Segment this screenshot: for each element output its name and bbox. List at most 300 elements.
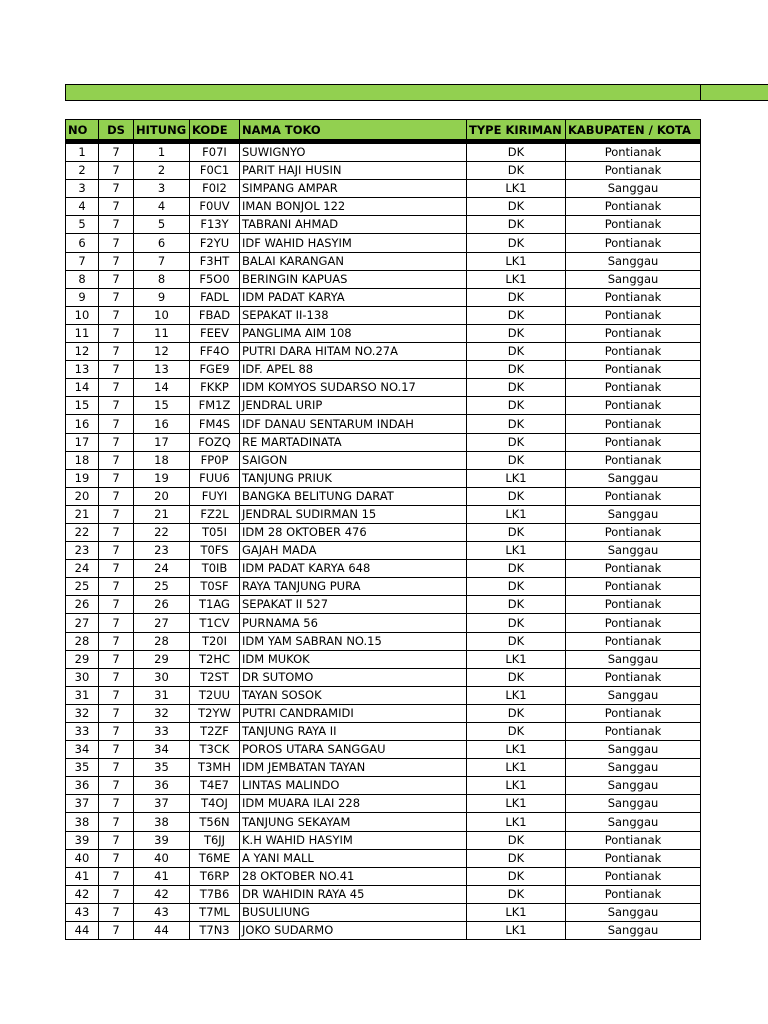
cell-hitung[interactable]: 30: [134, 668, 190, 686]
cell-no[interactable]: 24: [66, 560, 99, 578]
cell-kabupaten-kota[interactable]: Sanggau: [566, 741, 701, 759]
cell-kode[interactable]: T2HC: [190, 650, 240, 668]
cell-kabupaten-kota[interactable]: Pontianak: [566, 361, 701, 379]
cell-kabupaten-kota[interactable]: Pontianak: [566, 451, 701, 469]
cell-kabupaten-kota[interactable]: Pontianak: [566, 849, 701, 867]
cell-nama-toko[interactable]: GAJAH MADA: [240, 542, 467, 560]
cell-no[interactable]: 9: [66, 288, 99, 306]
cell-no[interactable]: 37: [66, 795, 99, 813]
cell-nama-toko[interactable]: RAYA TANJUNG PURA: [240, 578, 467, 596]
cell-nama-toko[interactable]: BANGKA BELITUNG DARAT: [240, 487, 467, 505]
cell-kode[interactable]: T7N3: [190, 922, 240, 940]
cell-kode[interactable]: FADL: [190, 288, 240, 306]
cell-ds[interactable]: 7: [99, 903, 134, 921]
cell-hitung[interactable]: 12: [134, 343, 190, 361]
cell-kabupaten-kota[interactable]: Pontianak: [566, 234, 701, 252]
cell-kabupaten-kota[interactable]: Pontianak: [566, 632, 701, 650]
cell-no[interactable]: 39: [66, 831, 99, 849]
cell-kode[interactable]: FM1Z: [190, 397, 240, 415]
cell-kabupaten-kota[interactable]: Pontianak: [566, 216, 701, 234]
cell-kabupaten-kota[interactable]: Sanggau: [566, 795, 701, 813]
col-header-no[interactable]: NO: [66, 120, 99, 142]
cell-nama-toko[interactable]: TANJUNG PRIUK: [240, 469, 467, 487]
cell-kode[interactable]: T2ZF: [190, 723, 240, 741]
cell-type-kiriman[interactable]: LK1: [467, 795, 566, 813]
cell-ds[interactable]: 7: [99, 777, 134, 795]
cell-nama-toko[interactable]: TANJUNG SEKAYAM: [240, 813, 467, 831]
cell-no[interactable]: 17: [66, 433, 99, 451]
cell-no[interactable]: 23: [66, 542, 99, 560]
cell-nama-toko[interactable]: BALAI KARANGAN: [240, 252, 467, 270]
cell-ds[interactable]: 7: [99, 415, 134, 433]
cell-kode[interactable]: T2YW: [190, 704, 240, 722]
cell-type-kiriman[interactable]: DK: [467, 578, 566, 596]
cell-nama-toko[interactable]: IDM MUARA ILAI 228: [240, 795, 467, 813]
cell-ds[interactable]: 7: [99, 650, 134, 668]
cell-hitung[interactable]: 26: [134, 596, 190, 614]
cell-nama-toko[interactable]: 28 OKTOBER NO.41: [240, 867, 467, 885]
cell-hitung[interactable]: 8: [134, 270, 190, 288]
cell-ds[interactable]: 7: [99, 831, 134, 849]
cell-type-kiriman[interactable]: LK1: [467, 180, 566, 198]
cell-hitung[interactable]: 31: [134, 686, 190, 704]
cell-type-kiriman[interactable]: LK1: [467, 813, 566, 831]
cell-nama-toko[interactable]: A YANI MALL: [240, 849, 467, 867]
cell-ds[interactable]: 7: [99, 741, 134, 759]
cell-kode[interactable]: FGE9: [190, 361, 240, 379]
cell-kabupaten-kota[interactable]: Sanggau: [566, 686, 701, 704]
cell-kabupaten-kota[interactable]: Sanggau: [566, 180, 701, 198]
cell-type-kiriman[interactable]: DK: [467, 668, 566, 686]
cell-ds[interactable]: 7: [99, 704, 134, 722]
cell-nama-toko[interactable]: DR SUTOMO: [240, 668, 467, 686]
col-header-ds[interactable]: DS: [99, 120, 134, 142]
cell-type-kiriman[interactable]: DK: [467, 324, 566, 342]
cell-kode[interactable]: FOZQ: [190, 433, 240, 451]
cell-ds[interactable]: 7: [99, 469, 134, 487]
cell-ds[interactable]: 7: [99, 614, 134, 632]
cell-hitung[interactable]: 44: [134, 922, 190, 940]
cell-no[interactable]: 34: [66, 741, 99, 759]
cell-nama-toko[interactable]: SIMPANG AMPAR: [240, 180, 467, 198]
cell-kode[interactable]: T6JJ: [190, 831, 240, 849]
cell-kabupaten-kota[interactable]: Pontianak: [566, 578, 701, 596]
cell-no[interactable]: 19: [66, 469, 99, 487]
cell-type-kiriman[interactable]: DK: [467, 379, 566, 397]
cell-hitung[interactable]: 19: [134, 469, 190, 487]
cell-type-kiriman[interactable]: LK1: [467, 686, 566, 704]
cell-type-kiriman[interactable]: DK: [467, 343, 566, 361]
cell-type-kiriman[interactable]: LK1: [467, 270, 566, 288]
cell-type-kiriman[interactable]: DK: [467, 433, 566, 451]
cell-hitung[interactable]: 21: [134, 505, 190, 523]
cell-kabupaten-kota[interactable]: Pontianak: [566, 142, 701, 162]
cell-no[interactable]: 16: [66, 415, 99, 433]
cell-kabupaten-kota[interactable]: Pontianak: [566, 433, 701, 451]
cell-kode[interactable]: F07I: [190, 142, 240, 162]
cell-nama-toko[interactable]: IDM JEMBATAN TAYAN: [240, 759, 467, 777]
cell-ds[interactable]: 7: [99, 632, 134, 650]
cell-nama-toko[interactable]: IDF WAHID HASYIM: [240, 234, 467, 252]
cell-hitung[interactable]: 24: [134, 560, 190, 578]
cell-hitung[interactable]: 20: [134, 487, 190, 505]
cell-no[interactable]: 1: [66, 142, 99, 162]
cell-kabupaten-kota[interactable]: Pontianak: [566, 198, 701, 216]
cell-kabupaten-kota[interactable]: Pontianak: [566, 343, 701, 361]
cell-no[interactable]: 12: [66, 343, 99, 361]
cell-no[interactable]: 38: [66, 813, 99, 831]
cell-hitung[interactable]: 42: [134, 885, 190, 903]
cell-type-kiriman[interactable]: DK: [467, 560, 566, 578]
cell-kode[interactable]: FZ2L: [190, 505, 240, 523]
cell-ds[interactable]: 7: [99, 234, 134, 252]
cell-kode[interactable]: FF4O: [190, 343, 240, 361]
cell-nama-toko[interactable]: PUTRI DARA HITAM NO.27A: [240, 343, 467, 361]
cell-kode[interactable]: F0C1: [190, 162, 240, 180]
cell-ds[interactable]: 7: [99, 343, 134, 361]
cell-hitung[interactable]: 37: [134, 795, 190, 813]
cell-ds[interactable]: 7: [99, 142, 134, 162]
cell-kode[interactable]: FUYI: [190, 487, 240, 505]
cell-kode[interactable]: T6ME: [190, 849, 240, 867]
cell-ds[interactable]: 7: [99, 596, 134, 614]
cell-type-kiriman[interactable]: LK1: [467, 542, 566, 560]
cell-nama-toko[interactable]: DR WAHIDIN RAYA 45: [240, 885, 467, 903]
cell-nama-toko[interactable]: PURNAMA 56: [240, 614, 467, 632]
cell-type-kiriman[interactable]: LK1: [467, 777, 566, 795]
cell-kabupaten-kota[interactable]: Pontianak: [566, 723, 701, 741]
cell-type-kiriman[interactable]: DK: [467, 415, 566, 433]
cell-hitung[interactable]: 32: [134, 704, 190, 722]
cell-type-kiriman[interactable]: LK1: [467, 759, 566, 777]
cell-nama-toko[interactable]: TANJUNG RAYA II: [240, 723, 467, 741]
cell-kabupaten-kota[interactable]: Pontianak: [566, 867, 701, 885]
cell-kabupaten-kota[interactable]: Pontianak: [566, 668, 701, 686]
cell-nama-toko[interactable]: JENDRAL SUDIRMAN 15: [240, 505, 467, 523]
cell-type-kiriman[interactable]: DK: [467, 723, 566, 741]
cell-hitung[interactable]: 43: [134, 903, 190, 921]
cell-ds[interactable]: 7: [99, 270, 134, 288]
cell-kode[interactable]: T56N: [190, 813, 240, 831]
cell-no[interactable]: 42: [66, 885, 99, 903]
cell-type-kiriman[interactable]: LK1: [467, 469, 566, 487]
cell-ds[interactable]: 7: [99, 451, 134, 469]
cell-no[interactable]: 26: [66, 596, 99, 614]
cell-hitung[interactable]: 16: [134, 415, 190, 433]
cell-no[interactable]: 6: [66, 234, 99, 252]
cell-ds[interactable]: 7: [99, 885, 134, 903]
cell-kode[interactable]: FKKP: [190, 379, 240, 397]
cell-no[interactable]: 10: [66, 306, 99, 324]
cell-nama-toko[interactable]: IDF DANAU SENTARUM INDAH: [240, 415, 467, 433]
cell-ds[interactable]: 7: [99, 813, 134, 831]
cell-kabupaten-kota[interactable]: Sanggau: [566, 813, 701, 831]
cell-hitung[interactable]: 39: [134, 831, 190, 849]
cell-kabupaten-kota[interactable]: Sanggau: [566, 469, 701, 487]
cell-no[interactable]: 21: [66, 505, 99, 523]
cell-kode[interactable]: T3MH: [190, 759, 240, 777]
cell-hitung[interactable]: 34: [134, 741, 190, 759]
cell-ds[interactable]: 7: [99, 922, 134, 940]
cell-type-kiriman[interactable]: DK: [467, 397, 566, 415]
cell-nama-toko[interactable]: IDM PADAT KARYA 648: [240, 560, 467, 578]
cell-type-kiriman[interactable]: DK: [467, 216, 566, 234]
cell-no[interactable]: 40: [66, 849, 99, 867]
cell-ds[interactable]: 7: [99, 361, 134, 379]
cell-no[interactable]: 22: [66, 523, 99, 541]
cell-kode[interactable]: T20I: [190, 632, 240, 650]
cell-hitung[interactable]: 23: [134, 542, 190, 560]
cell-hitung[interactable]: 9: [134, 288, 190, 306]
cell-ds[interactable]: 7: [99, 849, 134, 867]
cell-kode[interactable]: T0SF: [190, 578, 240, 596]
cell-type-kiriman[interactable]: DK: [467, 306, 566, 324]
cell-kode[interactable]: T0IB: [190, 560, 240, 578]
cell-kabupaten-kota[interactable]: Sanggau: [566, 759, 701, 777]
cell-ds[interactable]: 7: [99, 505, 134, 523]
cell-ds[interactable]: 7: [99, 542, 134, 560]
cell-nama-toko[interactable]: BUSULIUNG: [240, 903, 467, 921]
cell-hitung[interactable]: 28: [134, 632, 190, 650]
cell-ds[interactable]: 7: [99, 759, 134, 777]
cell-nama-toko[interactable]: POROS UTARA SANGGAU: [240, 741, 467, 759]
cell-ds[interactable]: 7: [99, 560, 134, 578]
cell-kabupaten-kota[interactable]: Pontianak: [566, 324, 701, 342]
cell-nama-toko[interactable]: JOKO SUDARMO: [240, 922, 467, 940]
cell-ds[interactable]: 7: [99, 288, 134, 306]
cell-no[interactable]: 43: [66, 903, 99, 921]
cell-type-kiriman[interactable]: DK: [467, 632, 566, 650]
cell-kode[interactable]: FEEV: [190, 324, 240, 342]
cell-kabupaten-kota[interactable]: Pontianak: [566, 397, 701, 415]
cell-kode[interactable]: T1AG: [190, 596, 240, 614]
cell-ds[interactable]: 7: [99, 795, 134, 813]
cell-kode[interactable]: T05I: [190, 523, 240, 541]
cell-hitung[interactable]: 40: [134, 849, 190, 867]
cell-type-kiriman[interactable]: DK: [467, 162, 566, 180]
col-header-kabupaten-kota[interactable]: KABUPATEN / KOTA: [566, 120, 701, 142]
cell-hitung[interactable]: 10: [134, 306, 190, 324]
cell-ds[interactable]: 7: [99, 578, 134, 596]
cell-kabupaten-kota[interactable]: Pontianak: [566, 379, 701, 397]
cell-type-kiriman[interactable]: LK1: [467, 505, 566, 523]
cell-type-kiriman[interactable]: DK: [467, 614, 566, 632]
cell-no[interactable]: 28: [66, 632, 99, 650]
cell-ds[interactable]: 7: [99, 162, 134, 180]
cell-kabupaten-kota[interactable]: Sanggau: [566, 903, 701, 921]
cell-hitung[interactable]: 27: [134, 614, 190, 632]
cell-kabupaten-kota[interactable]: Pontianak: [566, 288, 701, 306]
cell-kode[interactable]: F5O0: [190, 270, 240, 288]
cell-no[interactable]: 20: [66, 487, 99, 505]
cell-hitung[interactable]: 3: [134, 180, 190, 198]
cell-nama-toko[interactable]: IDM MUKOK: [240, 650, 467, 668]
cell-kode[interactable]: FP0P: [190, 451, 240, 469]
cell-kabupaten-kota[interactable]: Pontianak: [566, 704, 701, 722]
cell-hitung[interactable]: 18: [134, 451, 190, 469]
cell-type-kiriman[interactable]: LK1: [467, 650, 566, 668]
cell-type-kiriman[interactable]: DK: [467, 198, 566, 216]
col-header-nama-toko[interactable]: NAMA TOKO: [240, 120, 467, 142]
cell-nama-toko[interactable]: IDM PADAT KARYA: [240, 288, 467, 306]
cell-kabupaten-kota[interactable]: Pontianak: [566, 523, 701, 541]
cell-kabupaten-kota[interactable]: Sanggau: [566, 505, 701, 523]
cell-ds[interactable]: 7: [99, 379, 134, 397]
cell-hitung[interactable]: 35: [134, 759, 190, 777]
cell-kode[interactable]: F13Y: [190, 216, 240, 234]
cell-hitung[interactable]: 11: [134, 324, 190, 342]
cell-type-kiriman[interactable]: LK1: [467, 922, 566, 940]
cell-type-kiriman[interactable]: LK1: [467, 903, 566, 921]
cell-no[interactable]: 41: [66, 867, 99, 885]
cell-kabupaten-kota[interactable]: Pontianak: [566, 306, 701, 324]
cell-hitung[interactable]: 36: [134, 777, 190, 795]
cell-type-kiriman[interactable]: DK: [467, 596, 566, 614]
cell-type-kiriman[interactable]: DK: [467, 288, 566, 306]
cell-no[interactable]: 44: [66, 922, 99, 940]
cell-no[interactable]: 13: [66, 361, 99, 379]
cell-hitung[interactable]: 4: [134, 198, 190, 216]
cell-kode[interactable]: T7ML: [190, 903, 240, 921]
col-header-hitung[interactable]: HITUNG: [134, 120, 190, 142]
cell-nama-toko[interactable]: SUWIGNYO: [240, 142, 467, 162]
cell-hitung[interactable]: 17: [134, 433, 190, 451]
cell-kode[interactable]: F0UV: [190, 198, 240, 216]
cell-hitung[interactable]: 7: [134, 252, 190, 270]
cell-type-kiriman[interactable]: LK1: [467, 741, 566, 759]
cell-kabupaten-kota[interactable]: Sanggau: [566, 270, 701, 288]
cell-no[interactable]: 15: [66, 397, 99, 415]
cell-nama-toko[interactable]: SEPAKAT II-138: [240, 306, 467, 324]
cell-nama-toko[interactable]: LINTAS MALINDO: [240, 777, 467, 795]
cell-hitung[interactable]: 13: [134, 361, 190, 379]
cell-kabupaten-kota[interactable]: Pontianak: [566, 487, 701, 505]
cell-kabupaten-kota[interactable]: Pontianak: [566, 415, 701, 433]
cell-no[interactable]: 3: [66, 180, 99, 198]
cell-nama-toko[interactable]: PANGLIMA AIM 108: [240, 324, 467, 342]
cell-ds[interactable]: 7: [99, 723, 134, 741]
cell-nama-toko[interactable]: PUTRI CANDRAMIDI: [240, 704, 467, 722]
cell-type-kiriman[interactable]: DK: [467, 234, 566, 252]
cell-no[interactable]: 4: [66, 198, 99, 216]
cell-kabupaten-kota[interactable]: Pontianak: [566, 596, 701, 614]
cell-kode[interactable]: FBAD: [190, 306, 240, 324]
cell-kabupaten-kota[interactable]: Sanggau: [566, 922, 701, 940]
cell-type-kiriman[interactable]: DK: [467, 867, 566, 885]
cell-hitung[interactable]: 6: [134, 234, 190, 252]
cell-no[interactable]: 31: [66, 686, 99, 704]
cell-kode[interactable]: T4OJ: [190, 795, 240, 813]
cell-kabupaten-kota[interactable]: Sanggau: [566, 777, 701, 795]
cell-kabupaten-kota[interactable]: Sanggau: [566, 650, 701, 668]
cell-hitung[interactable]: 38: [134, 813, 190, 831]
cell-nama-toko[interactable]: IDM YAM SABRAN NO.15: [240, 632, 467, 650]
cell-no[interactable]: 14: [66, 379, 99, 397]
cell-ds[interactable]: 7: [99, 487, 134, 505]
cell-nama-toko[interactable]: SAIGON: [240, 451, 467, 469]
cell-nama-toko[interactable]: IDM 28 OKTOBER 476: [240, 523, 467, 541]
cell-no[interactable]: 2: [66, 162, 99, 180]
cell-hitung[interactable]: 14: [134, 379, 190, 397]
cell-no[interactable]: 30: [66, 668, 99, 686]
cell-kabupaten-kota[interactable]: Sanggau: [566, 542, 701, 560]
cell-type-kiriman[interactable]: DK: [467, 704, 566, 722]
cell-nama-toko[interactable]: SEPAKAT II 527: [240, 596, 467, 614]
cell-no[interactable]: 8: [66, 270, 99, 288]
cell-type-kiriman[interactable]: LK1: [467, 252, 566, 270]
cell-type-kiriman[interactable]: DK: [467, 849, 566, 867]
cell-kode[interactable]: F2YU: [190, 234, 240, 252]
cell-hitung[interactable]: 2: [134, 162, 190, 180]
cell-ds[interactable]: 7: [99, 324, 134, 342]
cell-kabupaten-kota[interactable]: Pontianak: [566, 885, 701, 903]
cell-kode[interactable]: T3CK: [190, 741, 240, 759]
cell-no[interactable]: 32: [66, 704, 99, 722]
cell-kode[interactable]: T2ST: [190, 668, 240, 686]
cell-kode[interactable]: T4E7: [190, 777, 240, 795]
cell-hitung[interactable]: 33: [134, 723, 190, 741]
cell-kode[interactable]: F3HT: [190, 252, 240, 270]
cell-nama-toko[interactable]: TAYAN SOSOK: [240, 686, 467, 704]
cell-type-kiriman[interactable]: DK: [467, 523, 566, 541]
cell-type-kiriman[interactable]: DK: [467, 451, 566, 469]
cell-ds[interactable]: 7: [99, 252, 134, 270]
cell-hitung[interactable]: 41: [134, 867, 190, 885]
cell-ds[interactable]: 7: [99, 180, 134, 198]
cell-kabupaten-kota[interactable]: Pontianak: [566, 162, 701, 180]
cell-type-kiriman[interactable]: DK: [467, 142, 566, 162]
col-header-type-kiriman[interactable]: TYPE KIRIMAN: [467, 120, 566, 142]
cell-nama-toko[interactable]: BERINGIN KAPUAS: [240, 270, 467, 288]
cell-no[interactable]: 35: [66, 759, 99, 777]
cell-kabupaten-kota[interactable]: Pontianak: [566, 560, 701, 578]
cell-no[interactable]: 27: [66, 614, 99, 632]
cell-ds[interactable]: 7: [99, 433, 134, 451]
cell-kabupaten-kota[interactable]: Pontianak: [566, 614, 701, 632]
cell-nama-toko[interactable]: TABRANI AHMAD: [240, 216, 467, 234]
cell-nama-toko[interactable]: IDM KOMYOS SUDARSO NO.17: [240, 379, 467, 397]
col-header-kode[interactable]: KODE: [190, 120, 240, 142]
cell-kode[interactable]: T2UU: [190, 686, 240, 704]
cell-nama-toko[interactable]: JENDRAL URIP: [240, 397, 467, 415]
cell-ds[interactable]: 7: [99, 198, 134, 216]
cell-no[interactable]: 7: [66, 252, 99, 270]
cell-ds[interactable]: 7: [99, 523, 134, 541]
cell-no[interactable]: 11: [66, 324, 99, 342]
cell-kode[interactable]: T0FS: [190, 542, 240, 560]
cell-hitung[interactable]: 15: [134, 397, 190, 415]
cell-kode[interactable]: T7B6: [190, 885, 240, 903]
cell-hitung[interactable]: 25: [134, 578, 190, 596]
cell-hitung[interactable]: 29: [134, 650, 190, 668]
cell-kode[interactable]: FM4S: [190, 415, 240, 433]
cell-kode[interactable]: FUU6: [190, 469, 240, 487]
cell-hitung[interactable]: 5: [134, 216, 190, 234]
cell-ds[interactable]: 7: [99, 216, 134, 234]
cell-nama-toko[interactable]: IDF. APEL 88: [240, 361, 467, 379]
cell-type-kiriman[interactable]: DK: [467, 885, 566, 903]
cell-kabupaten-kota[interactable]: Pontianak: [566, 831, 701, 849]
cell-nama-toko[interactable]: K.H WAHID HASYIM: [240, 831, 467, 849]
cell-nama-toko[interactable]: PARIT HAJI HUSIN: [240, 162, 467, 180]
cell-no[interactable]: 18: [66, 451, 99, 469]
cell-no[interactable]: 36: [66, 777, 99, 795]
cell-nama-toko[interactable]: RE MARTADINATA: [240, 433, 467, 451]
cell-ds[interactable]: 7: [99, 306, 134, 324]
cell-no[interactable]: 25: [66, 578, 99, 596]
cell-type-kiriman[interactable]: DK: [467, 361, 566, 379]
cell-hitung[interactable]: 22: [134, 523, 190, 541]
